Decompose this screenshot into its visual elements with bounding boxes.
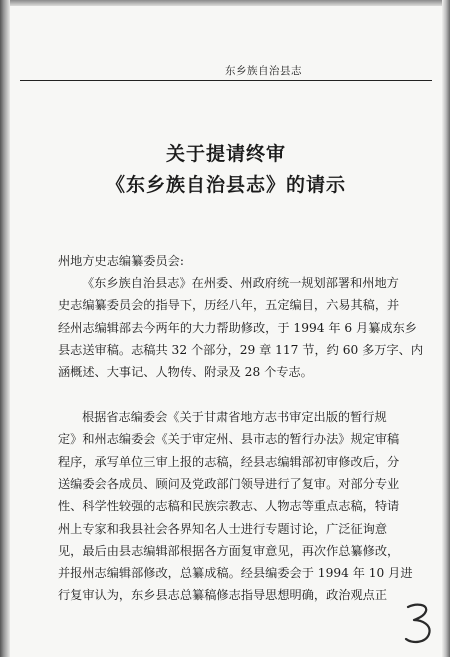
paragraph-line: 性、科学性较强的志稿和民族宗教志、人物志等重点志稿，特请 bbox=[58, 499, 400, 514]
paragraph-line: 县志送审稿。志稿共 32 个部分，29 章 117 节，约 60 多万字、内 bbox=[58, 342, 424, 357]
scan-shadow-left bbox=[0, 0, 10, 657]
paragraph-line: 送编委会各成员、顾问及党政部门领导进行了复审。对部分专业 bbox=[58, 476, 400, 491]
paragraph-line: 涵概述、大事记、人物传、附录及 28 个专志。 bbox=[58, 365, 313, 380]
paragraph-line: 行复审认为，东乡县志总纂稿修志指导思想明确，政治观点正 bbox=[58, 588, 388, 603]
scan-shadow-right bbox=[442, 0, 450, 657]
paragraph-line: 经州志编辑部去今两年的大力帮助修改，于 1994 年 6 月纂成东乡 bbox=[58, 320, 417, 335]
paragraph-line: 程序，承写单位三审上报的志稿，经县志编辑部初审修改后，分 bbox=[58, 454, 400, 469]
header-rule bbox=[20, 80, 432, 81]
paragraph-line: 定》和州志编委会《关于审定州、县市志的暂行办法》规定审稿 bbox=[58, 432, 400, 447]
paragraph-line: 州上专家和我县社会各界知名人士进行专题讨论，广泛征询意 bbox=[58, 521, 388, 536]
handwritten-page-number bbox=[402, 601, 436, 647]
running-header-text: 东乡族自治县志 bbox=[225, 65, 302, 77]
paragraph-line: 《东乡族自治县志》在州委、州政府统一规划部署和州地方 bbox=[82, 276, 399, 290]
salutation-text: 州地方史志编纂委员会: bbox=[58, 254, 184, 268]
paragraph-line: 根据省志编委会《关于甘肃省地方志书审定出版的暂行规 bbox=[82, 410, 387, 424]
paragraph-line: 并报州志编辑部修改，总纂成稿。经县编委会于 1994 年 10 月进 bbox=[58, 566, 413, 581]
scan-shadow-top bbox=[0, 0, 450, 6]
paragraph-line: 见，最后由县志编辑部根据各方面复审意见，再次作总纂修改， bbox=[58, 543, 400, 558]
paragraph-line: 史志编纂委员会的指导下，历经八年，五定编目，六易其稿，并 bbox=[58, 298, 400, 313]
document-title-line-2: 《东乡族自治县志》的请示 bbox=[105, 174, 346, 196]
document-title-line-1: 关于提请终审 bbox=[165, 143, 286, 165]
